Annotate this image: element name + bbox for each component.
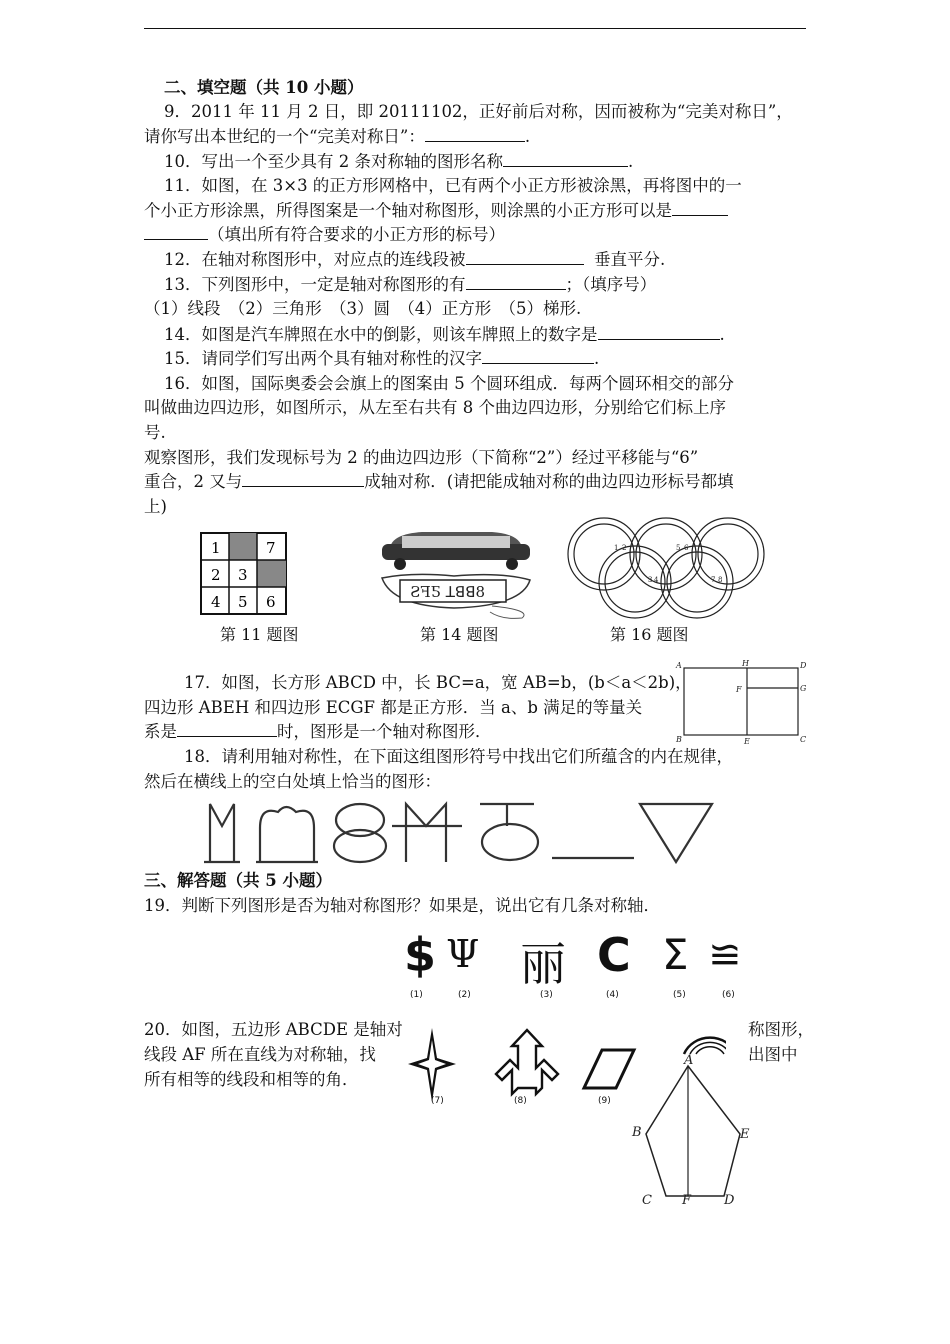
q9-line2 [144, 125, 530, 149]
label-B: B [676, 735, 682, 744]
fig20-pentagon [622, 1050, 762, 1214]
label-D: D [724, 1193, 735, 1208]
q16-line5 [144, 470, 734, 494]
ring-label: 8 [718, 576, 723, 584]
q11-answer-blank-a[interactable] [672, 200, 728, 216]
label-8: (8) [514, 1096, 527, 1106]
ring-label: 4 [654, 576, 659, 584]
q15-end: . [594, 349, 600, 368]
label-A: A [676, 661, 682, 670]
q15-text: 15．请同学们写出两个具有轴对称性的汉字 [164, 349, 482, 368]
ring-label: 5 [676, 544, 681, 552]
cell-label: 7 [266, 539, 276, 557]
label-D: D [800, 661, 807, 670]
symbol-5 [482, 824, 538, 860]
q13-options: （1）线段 （2）三角形 （3）圆 （4）正方形 （5）梯形. [144, 299, 582, 318]
q11-line3 [144, 223, 505, 247]
label-1: (1) [410, 990, 423, 1000]
q12-text: 12．在轴对称图形中，对应点的连线段被 [164, 250, 466, 269]
q11-text: 个小正方形涂黑，所得图案是一个轴对称图形，则涂黑的小正方形可以是 [144, 201, 672, 220]
q9-text: 请你写出本世纪的一个“完美对称日”： [144, 127, 425, 146]
q12-answer-blank[interactable] [466, 249, 584, 265]
q16-line4: 观察图形，我们发现标号为 2 的曲边四边形（下简称“2”）经过平移能与“6” [144, 448, 699, 467]
q20-line2a: 线段 AF 所在直线为对称轴，找 [144, 1045, 376, 1064]
label-F: F [682, 1193, 692, 1208]
q13 [164, 273, 656, 297]
label-C: C [800, 735, 807, 744]
symbol-sigma: Σ [662, 930, 689, 979]
fig16-olympic-rings [556, 516, 780, 620]
label-A: A [684, 1053, 694, 1068]
q20-line2b: 出图中 [748, 1045, 798, 1064]
q11-hint: （填出所有符合要求的小正方形的标号） [208, 225, 505, 244]
q9-answer-blank[interactable] [425, 126, 525, 142]
q12-end: 垂直平分. [594, 250, 666, 269]
header-rule [144, 28, 806, 29]
q10-text: 10．写出一个至少具有 2 条对称轴的图形名称 [164, 152, 503, 171]
cell-label: 4 [211, 593, 221, 611]
q16-text: 重合，2 又与 [144, 472, 243, 491]
q17-answer-blank[interactable] [177, 721, 277, 737]
label-4: (4) [606, 990, 619, 1000]
symbol-psi: Ψ [446, 932, 480, 976]
ring-label: 1 [614, 544, 619, 552]
q18-line2: 然后在横线上的空白处填上恰当的图形： [144, 772, 441, 791]
caption-fig14: 第 14 题图 [420, 625, 499, 644]
q16-line3: 号. [144, 423, 166, 442]
label-2: (2) [458, 990, 471, 1000]
q13-answer-blank[interactable] [466, 274, 566, 290]
label-E: E [744, 737, 750, 744]
label-E: E [740, 1127, 750, 1142]
symbol-li: 丽 [520, 937, 566, 991]
label-G: G [800, 684, 807, 693]
q14 [164, 323, 725, 347]
cell-label: 3 [238, 566, 248, 584]
ring-label: 6 [684, 544, 689, 552]
q16-line1: 16．如图，国际奥委会会旗上的图案由 5 个圆环组成．每两个圆环相交的部分 [164, 374, 734, 393]
q19-text: 19．判断下列图形是否为轴对称图形？如果是，说出它有几条对称轴． [144, 896, 660, 915]
q10-answer-blank[interactable] [503, 151, 628, 167]
plate-reflection-text: ƧꟻƼ ꓕꓭꓭ8 [410, 583, 486, 601]
label-H: H [742, 659, 749, 668]
label-6: (6) [722, 990, 735, 1000]
q9-end: . [524, 127, 531, 146]
label-F: F [736, 685, 742, 694]
label-5: (5) [673, 990, 686, 1000]
fig17-rectangle [672, 658, 812, 744]
q17-line1: 17．如图，长方形 ABCD 中，长 BC=a，宽 AB=b，(b＜a＜2b)， [184, 673, 692, 692]
symbol-7-triangle [640, 804, 712, 862]
ring-label: 7 [711, 576, 716, 584]
q14-answer-blank[interactable] [598, 324, 720, 340]
label-B: B [632, 1125, 642, 1140]
q17-end: 时，图形是一个轴对称图形． [277, 722, 492, 741]
q16-line2: 叫做曲边四边形，如图所示，从左至右共有 8 个曲边四边形，分别给它们标上序 [144, 398, 726, 417]
shaded-cell [229, 533, 257, 560]
ring-label: 3 [648, 576, 653, 584]
symbol-2 [260, 807, 314, 862]
q11-answer-blank-b[interactable] [144, 224, 208, 240]
q17-line2: 四边形 ABEH 和四边形 ECGF 都是正方形．当 a、b 满足的等量关 [144, 698, 643, 717]
q14-text: 14．如图是汽车牌照在水中的倒影，则该车牌照上的数字是 [164, 325, 598, 344]
arrow-symbol [496, 1030, 558, 1094]
cell-label: 2 [211, 566, 221, 584]
fig18-symbol-sequence [200, 796, 720, 866]
section3-title: 三、解答题（共 5 小题） [144, 871, 332, 890]
q14-end: . [719, 325, 725, 344]
label-C: C [642, 1193, 652, 1208]
q17-text: 系是 [144, 722, 177, 741]
section2-title: 二、填空题（共 10 小题） [164, 78, 364, 97]
caption-fig11: 第 11 题图 [220, 625, 299, 644]
q18-line1: 18．请利用轴对称性，在下面这组图形符号中找出它们所蕴含的内在规律， [184, 747, 733, 766]
shaded-cell [257, 560, 286, 587]
ring-label: 2 [622, 544, 627, 552]
caption-fig16: 第 16 题图 [610, 625, 689, 644]
q20-line1b: 称图形， [748, 1020, 814, 1039]
symbol-c: C [597, 928, 631, 982]
symbol-3 [336, 804, 384, 836]
q20-line3: 所有相等的线段和相等的角． [144, 1070, 359, 1089]
cell-label: 5 [238, 593, 248, 611]
q9-line1: 9．2011 年 11 月 2 日，即 20111102，正好前后对称，因而被称为“完美对称日”， [164, 102, 793, 121]
cell-label: 6 [266, 593, 276, 611]
symbol-dollar: $ [404, 928, 437, 982]
q17-line3 [144, 720, 492, 744]
q13-end: ；（填序号） [565, 275, 657, 294]
q15 [164, 347, 599, 371]
fig11-grid [200, 532, 288, 616]
label-7: (7) [431, 1096, 444, 1106]
symbol-4 [406, 804, 446, 862]
q13-text: 13．下列图形中，一定是轴对称图形的有 [164, 275, 466, 294]
fig14-plate-reflection [372, 526, 537, 620]
symbol-congruent: ≌ [708, 932, 742, 978]
label-3: (3) [540, 990, 553, 1000]
q16-answer-blank[interactable] [242, 471, 364, 487]
label-9: (9) [598, 1096, 611, 1106]
q15-answer-blank[interactable] [482, 348, 594, 364]
q20-line1a: 20．如图，五边形 ABCDE 是轴对 [144, 1020, 403, 1039]
symbol-1 [210, 804, 234, 862]
q11-line2 [144, 199, 728, 223]
cell-label: 1 [211, 539, 221, 557]
q11-line1: 11．如图，在 3×3 的正方形网格中，已有两个小正方形被涂黑，再将图中的一 [164, 176, 742, 195]
q16-text-b: 成轴对称．(请把能成轴对称的曲边四边形标号都填 [364, 472, 734, 491]
q10-end: . [627, 152, 634, 171]
q12 [164, 248, 665, 272]
q10 [164, 150, 633, 174]
q16-line6: 上) [144, 497, 167, 516]
